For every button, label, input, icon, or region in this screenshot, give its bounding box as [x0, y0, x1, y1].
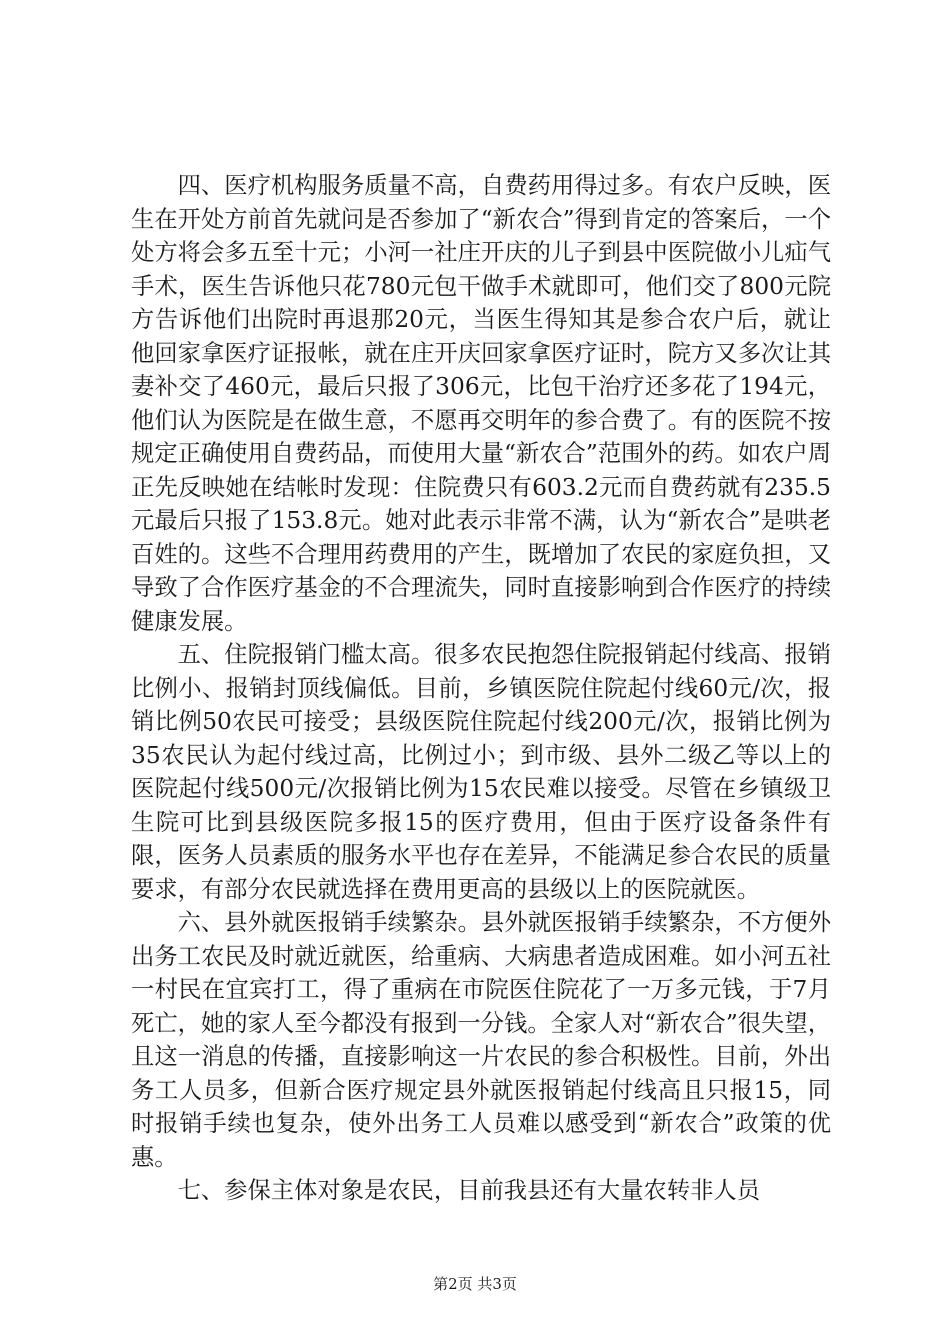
paragraph-section-4: 四、医疗机构服务质量不高，自费药用得过多。有农户反映，医生在开处方前首先就问是否参加了“新农合”得到肯定的答案后，一个处方将会多五至十元；小河一社庄开庆的儿子到县中医院做小儿疝气手术，医生告诉他只花780元包干做手术就即可，他们交了800元院方告诉他们出院时再退那20元，当医生得知其是参合农户后，就让他回家拿医疗证报帐，就在庄开庆回家拿医疗证时，院方又多次让其妻补交了460元，最后只报了306元，比包干治疗还多花了194元，他们认为医院是在做生意，不愿再交明年的参合费了。有的医院不按规定正确使用自费药品，而使用大量“新农合”范围外的药。如农户周正先反映她在结帐时发现：住院费只有603.2元而自费药就有235.5元最后只报了153.8元。她对此表示非常不满，认为“新农合”是哄老百姓的。这些不合理用药费用的产生，既增加了农民的家庭负担，又导致了合作医疗基金的不合理流失，同时直接影响到合作医疗的持续健康发展。 [131, 172, 831, 635]
page-footer: 第2页 共3页 [433, 1275, 517, 1293]
paragraph-section-5: 五、住院报销门槛太高。很多农民抱怨住院报销起付线高、报销比例小、报销封顶线偏低。目前，乡镇医院住院起付线60元/次，报销比例50农民可接受；县级医院住院起付线200元/次，报销比例为35农民认为起付线过高，比例过小；到市级、县外二级乙等以上的医院起付线500元/次报销比例为15农民难以接受。尽管在乡镇级卫生院可比到县级医院多报15的医疗费用，但由于医疗设备条件有限，医务人员素质的服务水平也存在差异，不能满足参合农民的质量要求，有部分农民就选择在费用更高的县级以上的医院就医。 [131, 641, 831, 903]
paragraph-section-6: 六、县外就医报销手续繁杂。县外就医报销手续繁杂，不方便外出务工农民及时就近就医，给重病、大病患者造成困难。如小河五社一村民在宜宾打工，得了重病在市院医住院花了一万多元钱，于7月死亡，她的家人至今都没有报到一分钱。全家人对“新农合”很失望，且这一消息的传播，直接影响这一片农民的参合积极性。目前，外出务工人员多，但新合医疗规定县外就医报销起付线高且只报15，同时报销手续也复杂，使外出务工人员难以感受到“新农合”政策的优惠。 [131, 909, 831, 1171]
paragraph-section-7: 七、参保主体对象是农民，目前我县还有大量农转非人员 [177, 1177, 761, 1204]
document-body [131, 169, 831, 1208]
